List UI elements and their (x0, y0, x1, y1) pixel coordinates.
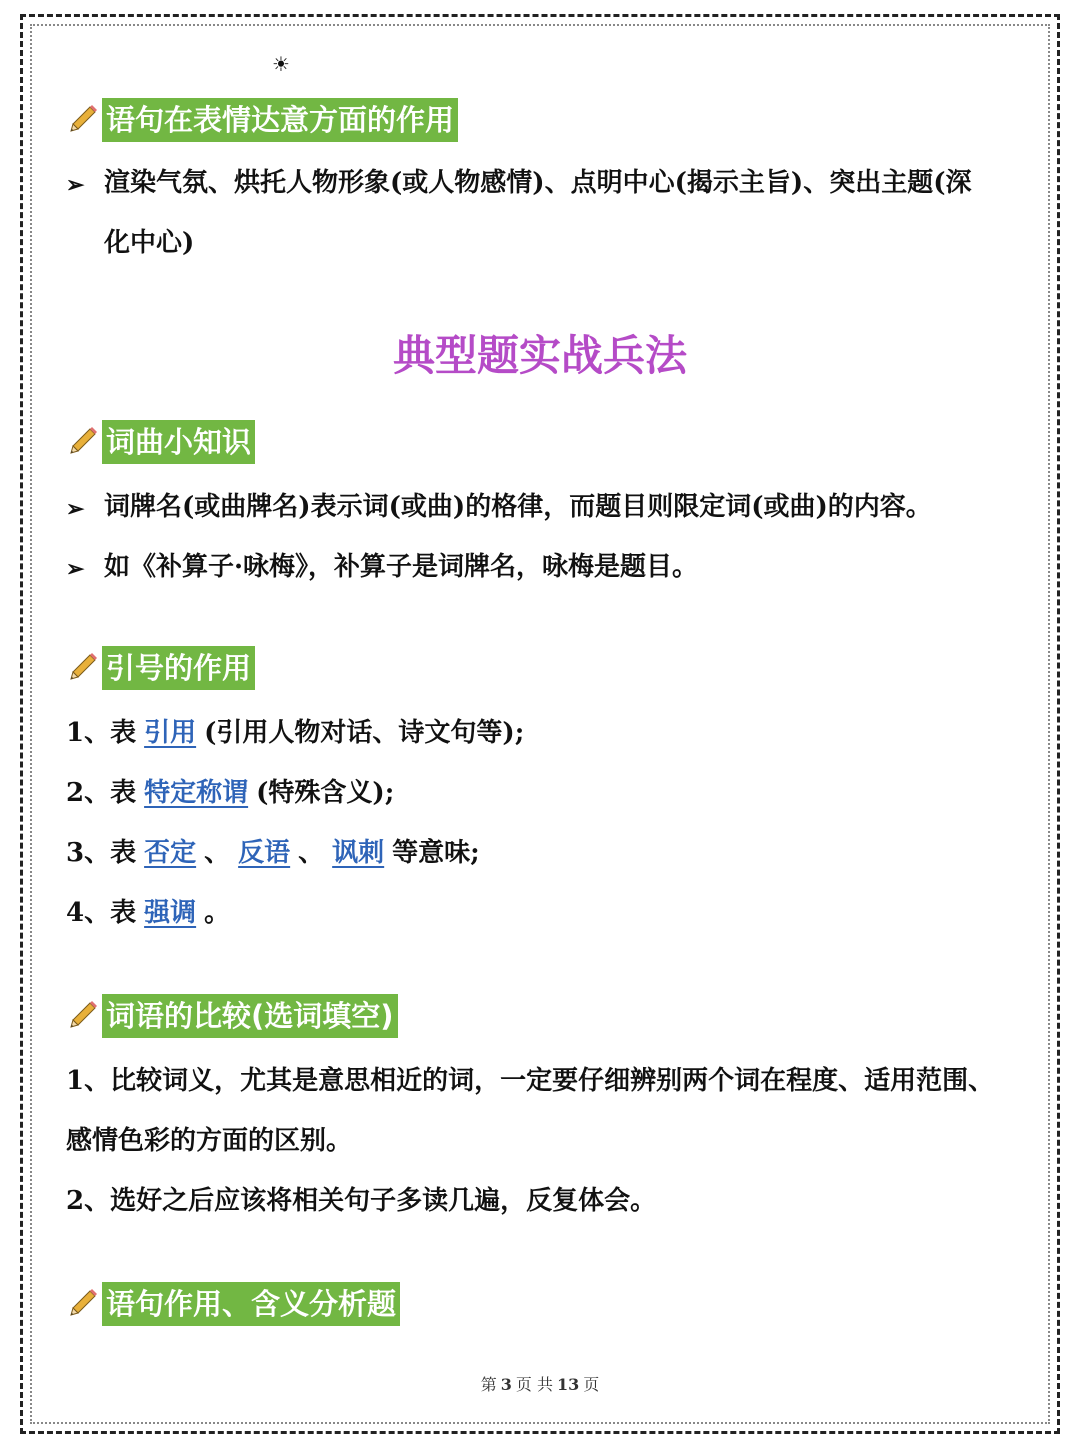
item-suffix: 。 (204, 898, 231, 928)
list-item: 1、比较词义，尤其是意思相近的词，一定要仔细辨别两个词在程度、适用范围、 (66, 1066, 995, 1096)
bullet-text: 词牌名(或曲牌名)表示词(或曲)的格律，而题目则限定词(或曲)的内容。 (104, 492, 932, 522)
sun-icon: ☀ (272, 52, 290, 76)
item-prefix: 1、表 (66, 718, 137, 748)
list-item-continued: 感情色彩的方面的区别。 (66, 1126, 353, 1156)
list-item: 2、选好之后应该将相关句子多读几遍，反复体会。 (66, 1186, 657, 1216)
answer-blank: 否定 (144, 838, 197, 868)
section-heading-sentence-analysis (68, 1282, 400, 1326)
item-prefix: 4、表 (66, 898, 137, 928)
answer-blank: 特定称谓 (144, 778, 249, 808)
answer-blank: 讽刺 (332, 838, 385, 868)
list-item (66, 716, 524, 750)
section-title: 语句作用、含义分析题 (102, 1282, 400, 1326)
answer-blank: 反语 (238, 838, 291, 868)
section-title: 语句在表情达意方面的作用 (102, 98, 458, 142)
section-title: 引号的作用 (102, 646, 255, 690)
section-heading-ci-qu (68, 420, 255, 464)
list-item (66, 836, 480, 870)
section-title: 词语的比较(选词填空) (102, 994, 398, 1038)
bullet-text: 渲染气氛、烘托人物形象(或人物感情)、点明中心(揭示主旨)、突出主题(深 (104, 168, 972, 198)
item-suffix: (特殊含义); (256, 778, 395, 808)
item-prefix: 3、表 (66, 838, 137, 868)
item-suffix: 等意味; (392, 838, 480, 868)
arrow-bullet-icon: ➢ (66, 556, 85, 582)
section-title: 词曲小知识 (102, 420, 255, 464)
pencil-icon (68, 651, 98, 685)
page-footer (0, 1374, 1080, 1396)
arrow-bullet-icon: ➢ (66, 172, 85, 198)
pencil-icon (68, 1287, 98, 1321)
section-heading-word-compare (68, 994, 398, 1038)
separator: 、 (204, 838, 231, 868)
pencil-icon (68, 103, 98, 137)
separator: 、 (298, 838, 325, 868)
arrow-bullet-icon: ➢ (66, 496, 85, 522)
bullet-text: 如《补算子·咏梅》，补算子是词牌名，咏梅是题目。 (104, 552, 699, 582)
list-item (66, 896, 230, 930)
answer-blank: 引用 (144, 718, 197, 748)
footer-prefix: 第 (480, 1375, 497, 1394)
section-heading-quotes (68, 646, 255, 690)
section-heading-expression (68, 98, 458, 142)
pencil-icon (68, 999, 98, 1033)
footer-suffix: 页 (583, 1375, 600, 1394)
page-title: 典型题实战兵法 (392, 331, 687, 380)
pencil-icon (68, 425, 98, 459)
item-suffix: (引用人物对话、诗文句等); (204, 718, 525, 748)
answer-blank: 强调 (144, 898, 197, 928)
item-prefix: 2、表 (66, 778, 137, 808)
footer-mid: 页 共 (515, 1375, 553, 1394)
total-pages: 13 (556, 1375, 580, 1394)
current-page: 3 (500, 1375, 512, 1394)
bullet-text-continued: 化中心) (104, 228, 195, 258)
list-item (66, 776, 394, 810)
